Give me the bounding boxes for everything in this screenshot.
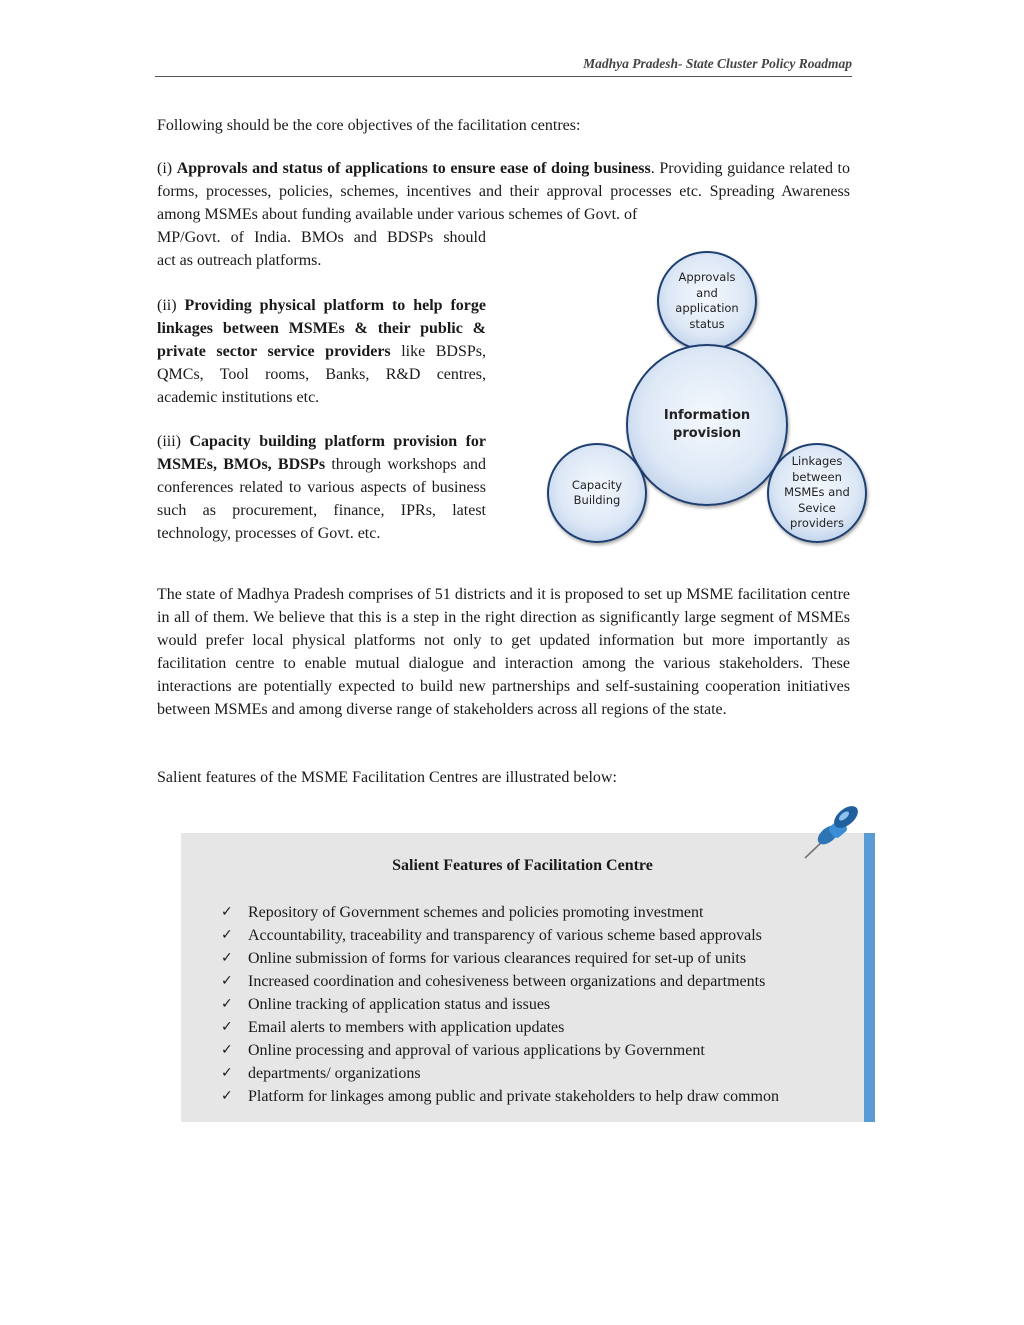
feature-item — [221, 924, 779, 947]
feature-item — [221, 1062, 779, 1085]
diagram-node-linkages-label: Linkages between MSMEs and Sevice providers — [784, 454, 850, 531]
objective-2-number: (ii) — [157, 297, 177, 314]
objective-1-number: (i) — [157, 160, 173, 177]
diagram-node-approvals — [657, 251, 757, 351]
feature-text: Repository of Government schemes and policies promoting investment — [248, 904, 704, 921]
salient-intro: Salient features of the MSME Facilitation Centres are illustrated below: — [157, 769, 617, 786]
objective-3-text: through workshops and conferences related to various aspects of business such as procurement, finance, IPRs, latest technology, processes of Govt. etc. — [157, 456, 487, 542]
feature-item — [221, 901, 779, 924]
page-header: Madhya Pradesh- State Cluster Policy Roadmap — [155, 56, 852, 77]
check-icon: ✓ — [221, 1019, 233, 1035]
objective-1-heading: Approvals and status of applications to ensure ease of doing business — [176, 160, 651, 177]
feature-item — [221, 1085, 779, 1108]
objective-3-number: (iii) — [157, 433, 181, 450]
feature-text: Online processing and approval of various applications by Government — [248, 1042, 705, 1059]
diagram-node-information — [626, 344, 788, 506]
objective-3 — [157, 430, 486, 545]
objective-2-heading: Providing physical platform to help forge linkages between MSMEs & their public & private sector service providers — [157, 297, 486, 360]
feature-text: Email alerts to members with application updates — [248, 1019, 565, 1036]
panel-title: Salient Features of Facilitation Centre — [392, 857, 653, 874]
diagram-node-information-label: Information provision — [663, 408, 751, 441]
objective-1-text: . Providing guidance related to forms, processes, policies, schemes, incentives and their approval processes etc. Spreading Awareness among MSMEs about funding available under various schemes of Govt. of — [157, 160, 850, 223]
diagram-node-linkages — [767, 443, 867, 543]
feature-item — [221, 970, 779, 993]
check-icon: ✓ — [221, 973, 233, 989]
objective-3-heading: Capacity building platform provision for MSMEs, BMOs, BDSPs — [157, 433, 487, 473]
objective-2-text: like BDSPs, QMCs, Tool rooms, Banks, R&D centres, academic institutions etc. — [157, 343, 486, 406]
objective-2 — [157, 294, 486, 409]
objective-1-text-end: act as outreach platforms. — [157, 252, 322, 269]
feature-text: Platform for linkages among public and private stakeholders to help draw common — [248, 1088, 779, 1105]
objective-1 — [157, 157, 850, 226]
feature-item — [221, 1039, 779, 1062]
state-paragraph: The state of Madhya Pradesh comprises of 51 districts and it is proposed to set up MSME facilitation centre in all of them. We believe that this is a step in the right direction as significantly large segment of MSMEs would prefer local physical platforms not only to get updated information but more importantly as facilitation centre to enable mutual dialogue and interaction among the various stakeholders. These interactions are potentially expected to build new partnerships and self-sustaining cooperation initiatives between MSMEs and among diverse range of stakeholders across all regions of the state. — [157, 586, 850, 718]
feature-text: Online submission of forms for various clearances required for set-up of units — [248, 950, 747, 967]
feature-item — [221, 1016, 779, 1039]
check-icon: ✓ — [221, 904, 233, 920]
check-icon: ✓ — [221, 950, 233, 966]
check-icon: ✓ — [221, 1088, 233, 1104]
feature-item — [221, 947, 779, 970]
features-list — [221, 901, 779, 1108]
check-icon: ✓ — [221, 1042, 233, 1058]
pushpin-icon — [800, 804, 864, 864]
check-icon: ✓ — [221, 996, 233, 1012]
intro-text: Following should be the core objectives of the facilitation centres: — [157, 117, 581, 134]
diagram-node-capacity-label: Capacity Building — [571, 477, 623, 507]
check-icon: ✓ — [221, 1065, 233, 1081]
feature-item — [221, 993, 779, 1016]
diagram-node-capacity — [547, 443, 647, 543]
check-icon: ✓ — [221, 927, 233, 943]
objective-1-text-line: MP/Govt. of India. BMOs and BDSPs should — [157, 229, 486, 246]
feature-text: departments/ organizations — [248, 1065, 421, 1082]
feature-text: Accountability, traceability and transparency of various scheme based approvals — [248, 927, 762, 944]
objective-1-continued — [157, 226, 486, 272]
salient-features-panel — [181, 833, 875, 1122]
feature-text: Online tracking of application status and issues — [248, 996, 551, 1013]
diagram-node-approvals-label: Approvals and application status — [675, 270, 739, 331]
feature-text: Increased coordination and cohesiveness between organizations and departments — [248, 973, 766, 990]
